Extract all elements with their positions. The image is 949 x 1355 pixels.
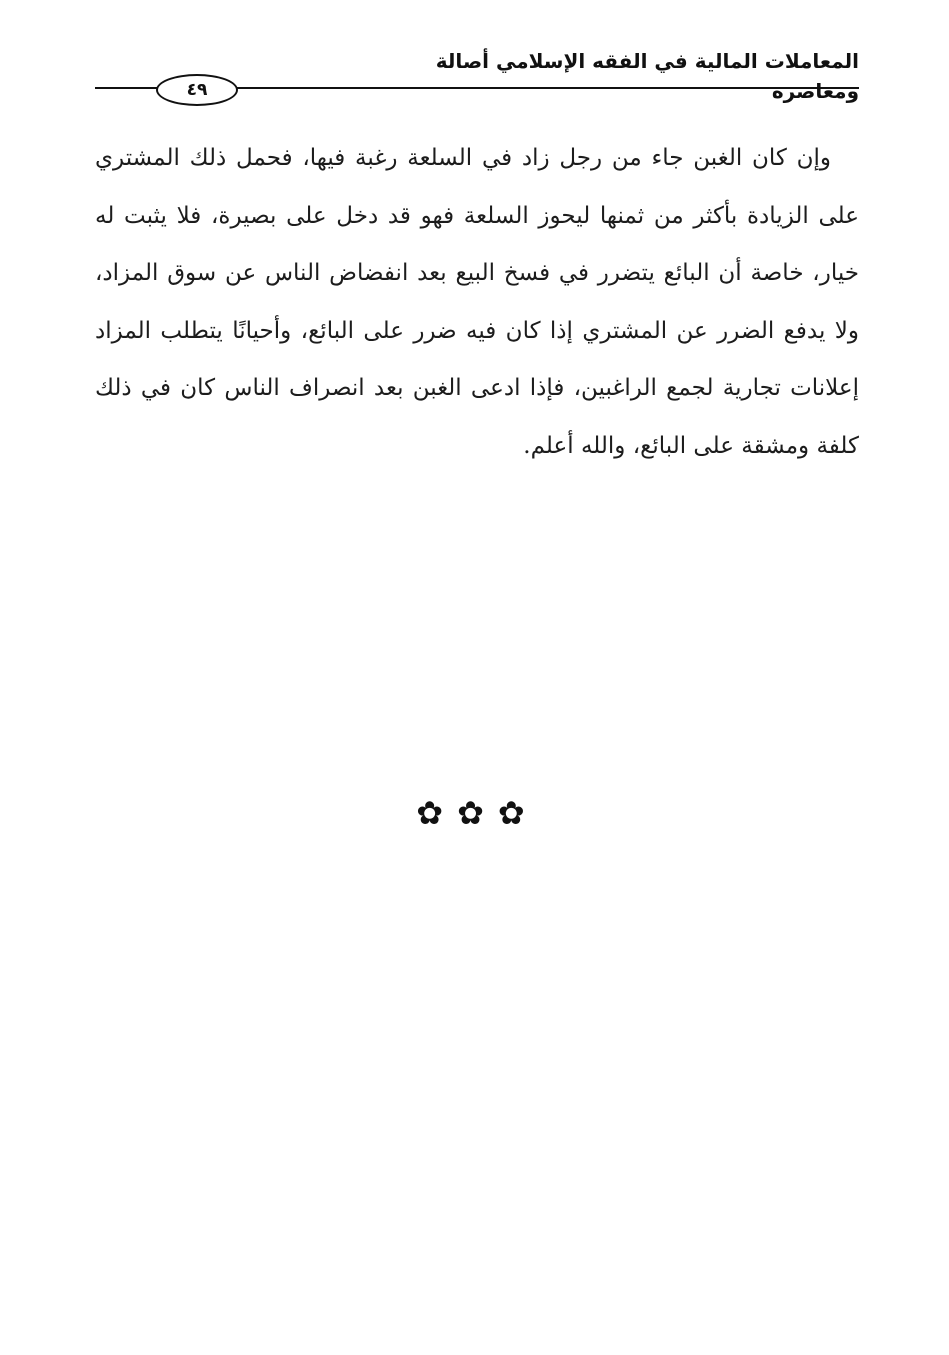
- section-ornament: [0, 793, 949, 833]
- body-text: [95, 130, 859, 475]
- page-number: ٤٩: [156, 74, 238, 106]
- star-flower-icon: ✿: [457, 794, 492, 832]
- running-header-title: المعاملات المالية في الفقه الإسلامي أصالة ومعاصرة: [435, 49, 859, 103]
- star-flower-icon: ✿: [497, 794, 533, 832]
- paragraph: وإن كان الغبن جاء من رجل زاد في السلعة رغبة فيها، فحمل ذلك المشتري على الزيادة بأكثر من ثمنها ليحوز السلعة فهو قد دخل على بصيرة، فلا يثبت له خيار، خاصة أن البائع يتضرر في فسخ البيع بعد انفضاض الناس عن سوق المزاد، ولا يدفع الضرر عن المشتري إذا كان فيه ضرر على البائع، وأحيانًا يتطلب المزاد إعلانات تجارية لجمع الراغبين، فإذا ادعى الغبن بعد انصراف الناس كان في ذلك كلفة ومشقة على البائع، والله أعلم.: [95, 145, 860, 459]
- star-flower-icon: ✿: [416, 794, 452, 832]
